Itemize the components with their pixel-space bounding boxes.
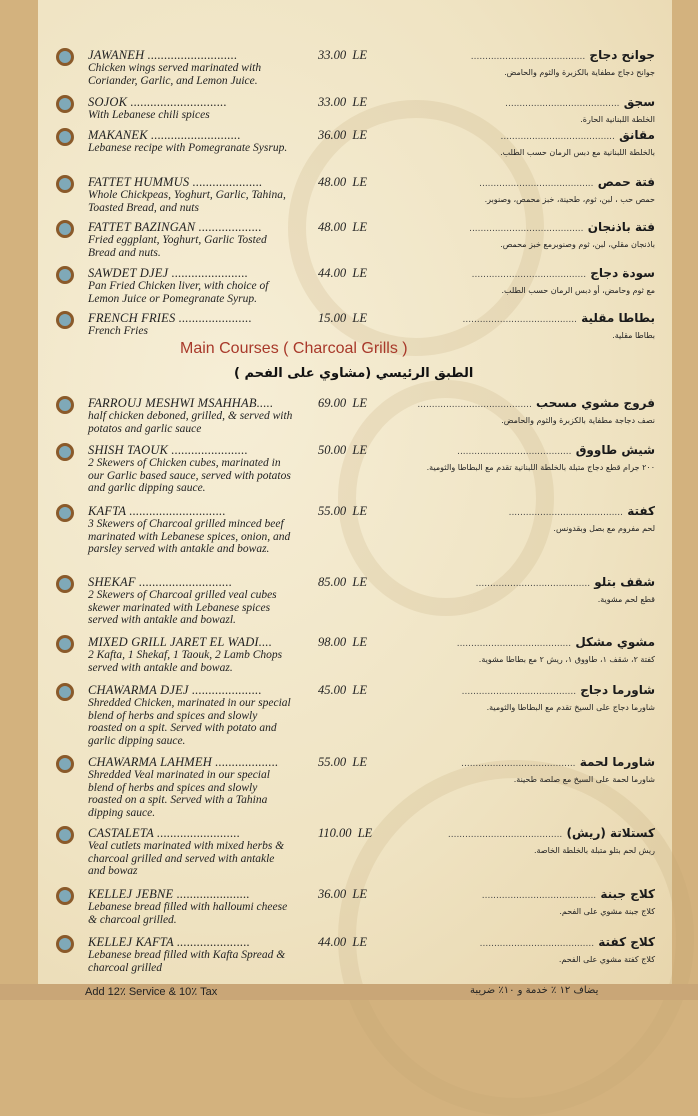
item-name-en: FATTET BAZINGAN ................... (88, 220, 262, 234)
item-price: 45.00 LE (318, 683, 367, 697)
leader-dots: ........................................ (461, 759, 576, 769)
item-description-en: Veal cutlets marinated with mixed herbs & charcoal grilled and served with antakle and bowaz (88, 840, 285, 877)
leader-dots: ........................................ (417, 400, 532, 410)
item-description-ar: نصف دجاجة مطفاية بالكزبرة والثوم والحامض. (501, 416, 655, 425)
item-description-ar: مع ثوم وحامض، أو دبس الرمان حسب الطلب. (501, 286, 655, 295)
item-description-en: Shredded Chicken, marinated in our special blend of herbs and spices and slowly roasted on a spit. Served with potato and garlic dipping sauce. (88, 697, 291, 747)
leader-dots: ........................................ (469, 224, 584, 234)
item-name-ar: شاورما لحمة ........................................ (461, 755, 655, 769)
badge-icon (56, 575, 74, 593)
leader-dots: ........................................ (505, 99, 620, 109)
leader-dots: ........................................ (500, 132, 615, 142)
item-description-ar: كفتة ٢، شقف ١، طاووق ١، ريش ٢ مع بطاطا مشوية. (478, 655, 655, 664)
badge-icon (56, 396, 74, 414)
item-name-ar: شاورما دجاج ........................................ (461, 683, 655, 697)
item-description-ar: جوانح دجاج مطفاية بالكزبرة والثوم والحامض. (504, 68, 655, 77)
leader-dots: ........................................ (456, 639, 572, 649)
leader-dots: ........................................ (457, 447, 572, 457)
item-name-ar: سجق ........................................ (505, 95, 655, 109)
badge-icon (56, 48, 74, 66)
item-description-ar: لحم مفروم مع بصل وبقدونس. (553, 524, 655, 533)
leader-dots: ........................................ (481, 891, 597, 901)
item-description-ar: شاورما دجاج على السيخ تقدم مع البطاطا والثومية. (486, 703, 655, 712)
item-description-en: With Lebanese chili spices (88, 109, 210, 121)
item-description-en: French Fries (88, 325, 148, 337)
item-name-en: SHEKAF ............................ (88, 575, 233, 589)
badge-icon (56, 443, 74, 461)
item-description-en: half chicken deboned, grilled, & served with potatos and garlic sauce (88, 410, 293, 435)
item-description-en: Fried eggplant, Yoghurt, Garlic Tosted Bread and nuts. (88, 234, 267, 259)
section-title-ar: الطبق الرئيسي (مشاوي على الفحم ) (234, 366, 474, 381)
item-price: 44.00 LE (318, 935, 367, 949)
item-name-ar: شقف بتلو ........................................ (475, 575, 655, 589)
leader-dots: ...................... (173, 887, 250, 901)
leader-dots: ........................................ (461, 687, 577, 697)
badge-icon (56, 266, 74, 284)
item-name-en: MIXED GRILL JARET EL WADI.... (88, 635, 273, 649)
badge-icon (56, 683, 74, 701)
item-price: 50.00 LE (318, 443, 367, 457)
badge-icon (56, 887, 74, 905)
item-description-en: 2 Kafta, 1 Shekaf, 1 Taouk, 2 Lamb Chops served with antakle and bowaz. (88, 649, 283, 674)
item-name-en: KELLEJ JEBNE ...................... (88, 887, 250, 901)
badge-icon (56, 826, 74, 844)
leader-dots: ..................... (189, 175, 263, 189)
leader-dots: ........................... (147, 128, 241, 142)
item-price: 48.00 LE (318, 175, 367, 189)
item-name-ar: جوانح دجاج ........................................ (470, 48, 655, 62)
item-description-ar: ريش لحم بتلو متبلة بالخلطة الخاصة. (533, 846, 655, 855)
item-price: 33.00 LE (318, 48, 367, 62)
leader-dots: ........................................ (470, 52, 586, 62)
leader-dots: ...................... (173, 935, 251, 949)
item-description-ar: حمص حب ، لبن، ثوم، طحينة، خبز محمص، وصنوبر. (484, 195, 655, 204)
leader-dots: ........................... (144, 48, 238, 62)
leader-dots: ..................... (188, 683, 262, 697)
item-name-en: CHAWARMA DJEJ ..................... (88, 683, 262, 697)
item-price: 33.00 LE (318, 95, 367, 109)
badge-icon (56, 175, 74, 193)
footer-tax-ar: يضاف ١٢ ٪ خدمة و ١٠٪ ضريبة (470, 985, 599, 996)
footer-tax-en: Add 12٪ Service & 10٪ Tax (85, 986, 218, 998)
item-name-ar: فروج مشوي مسحب ........................................ (417, 396, 655, 410)
leader-dots: ........................................ (508, 508, 624, 518)
item-description-en: Shredded Veal marinated in our special blend of herbs and spices and slowly roasted on a spit. Served with a Tahina dipping sauce. (88, 769, 270, 819)
item-description-ar: شاورما لحمة على السيخ مع صلصة طحينة. (513, 775, 655, 784)
item-name-en: KELLEJ KAFTA ...................... (88, 935, 251, 949)
item-price: 69.00 LE (318, 396, 367, 410)
section-title-en: Main Courses ( Charcoal Grills ) (180, 340, 408, 357)
leader-dots: ............................. (126, 504, 226, 518)
item-name-ar: مشوي مشكل ........................................ (456, 635, 655, 649)
item-name-ar: كلاج جبنة ........................................ (481, 887, 655, 901)
item-name-en: FARROUJ MESHWI MSAHHAB..... (88, 396, 274, 410)
badge-icon (56, 504, 74, 522)
item-name-ar: مقانق ........................................ (500, 128, 655, 142)
item-description-ar: بالخلطة اللبنانية مع دبس الرمان حسب الطلب. (500, 148, 655, 157)
item-description-ar: باذنجان مقلي، لبن، ثوم وصنوبرمع خبز محمص. (500, 240, 655, 249)
item-name-en: CASTALETA ......................... (88, 826, 241, 840)
menu-page (38, 0, 672, 984)
leader-dots: ......................... (153, 826, 241, 840)
item-price: 110.00 LE (318, 826, 373, 840)
item-name-ar: كفتة ........................................ (508, 504, 655, 518)
item-name-en: JAWANEH ........................... (88, 48, 238, 62)
item-name-ar: سودة دجاج ........................................ (471, 266, 655, 280)
item-name-en: FRENCH FRIES ...................... (88, 311, 252, 325)
item-description-en: 2 Skewers of Chicken cubes, marinated in our Garlic based sauce, served with potatos and garlic dipping sauce. (88, 457, 291, 494)
item-description-en: Lebanese bread filled with Kafta Spread & charcoal grilled (88, 949, 286, 974)
leader-dots: ............................. (127, 95, 227, 109)
item-description-ar: الخلطة اللبنانية الحارة. (580, 115, 655, 124)
item-description-ar: ٢٠٠ جرام قطع دجاج متبلة بالخلطة اللبنانية تقدم مع البطاطا والثومية. (426, 463, 655, 472)
leader-dots: ................... (211, 755, 279, 769)
item-price: 36.00 LE (318, 128, 367, 142)
item-name-en: SHISH TAOUK ....................... (88, 443, 248, 457)
item-price: 15.00 LE (318, 311, 367, 325)
item-description-en: 3 Skewers of Charcoal grilled minced beef marinated with Lebanese spices, onion, and parsley served with antakle and bowaz. (88, 518, 291, 555)
badge-icon (56, 935, 74, 953)
item-price: 55.00 LE (318, 504, 367, 518)
item-price: 48.00 LE (318, 220, 367, 234)
item-description-en: 2 Skewers of Charcoal grilled veal cubes skewer marinated with Lebanese spices served with antakle and bowazl. (88, 589, 277, 626)
badge-icon (56, 128, 74, 146)
item-name-ar: شيش طاووق ........................................ (457, 443, 655, 457)
item-name-en: SAWDET DJEJ ....................... (88, 266, 249, 280)
badge-icon (56, 755, 74, 773)
item-price: 44.00 LE (318, 266, 367, 280)
item-price: 98.00 LE (318, 635, 367, 649)
item-name-en: FATTET HUMMUS ..................... (88, 175, 263, 189)
leader-dots: ........................................ (479, 179, 594, 189)
badge-icon (56, 220, 74, 238)
item-name-ar: كستلاتة (ريش) ........................................ (447, 826, 655, 840)
item-name-ar: فتة باذنجان ........................................ (469, 220, 655, 234)
item-name-ar: بطاطا مقلية ........................................ (462, 311, 655, 325)
item-price: 85.00 LE (318, 575, 367, 589)
item-description-ar: كلاج جبنة مشوي على الفحم. (559, 907, 655, 916)
item-description-ar: قطع لحم مشوية. (597, 595, 655, 604)
leader-dots: ............................ (135, 575, 233, 589)
item-price: 55.00 LE (318, 755, 367, 769)
item-description-en: Lebanese recipe with Pomegranate Sysrup. (88, 142, 288, 154)
leader-dots: ................... (195, 220, 262, 234)
badge-icon (56, 311, 74, 329)
leader-dots: ....................... (168, 266, 249, 280)
leader-dots: ...................... (175, 311, 252, 325)
leader-dots: ........................................ (447, 830, 563, 840)
leader-dots: ........................................ (479, 939, 595, 949)
leader-dots: ........................................ (471, 270, 587, 280)
leader-dots: ....................... (168, 443, 248, 457)
leader-dots: ........................................ (462, 315, 577, 325)
item-description-ar: كلاج كفتة مشوي على الفحم. (558, 955, 655, 964)
item-name-en: CHAWARMA LAHMEH ................... (88, 755, 279, 769)
leader-dots: ........................................ (475, 579, 591, 589)
item-price: 36.00 LE (318, 887, 367, 901)
item-description-ar: بطاطا مقلية. (612, 331, 655, 340)
item-name-en: KAFTA ............................. (88, 504, 226, 518)
item-description-en: Pan Fried Chicken liver, with choice of Lemon Juice or Pomegranate Syrup. (88, 280, 269, 305)
badge-icon (56, 635, 74, 653)
item-name-ar: فتة حمص ........................................ (479, 175, 655, 189)
item-description-en: Chicken wings served marinated with Coriander, Garlic, and Lemon Juice. (88, 62, 262, 87)
item-name-en: SOJOK ............................. (88, 95, 227, 109)
item-description-en: Lebanese bread filled with halloumi cheese & charcoal grilled. (88, 901, 288, 926)
item-name-ar: كلاج كفتة ........................................ (479, 935, 655, 949)
badge-icon (56, 95, 74, 113)
item-description-en: Whole Chickpeas, Yoghurt, Garlic, Tahina, Toasted Bread, and nuts (88, 189, 286, 214)
item-name-en: MAKANEK ........................... (88, 128, 241, 142)
